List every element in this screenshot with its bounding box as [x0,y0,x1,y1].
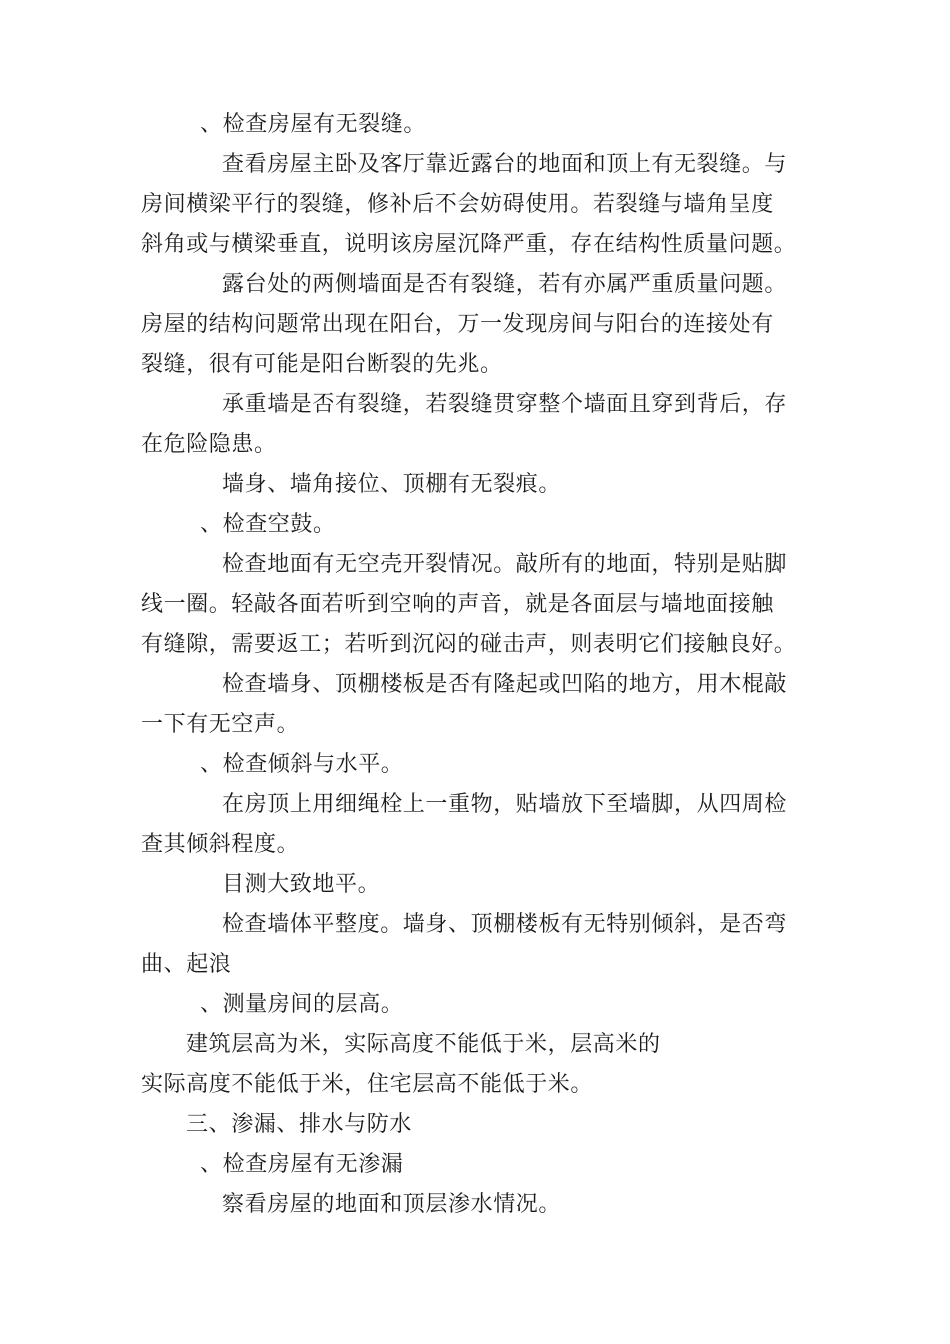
section-heading-hollow: 、检查空鼓。 [200,512,336,537]
section-heading-height: 、测量房间的层高。 [200,992,404,1017]
paragraph-line: 房间横梁平行的裂缝，修补后不会妨碍使用。若裂缝与墙角呈度 [141,192,774,217]
paragraph-line: 承重墙是否有裂缝，若裂缝贯穿整个墙面且穿到背后，存 [222,392,788,417]
chapter-heading-leakage: 三、渗漏、排水与防水 [186,1112,413,1137]
paragraph-line: 检查墙体平整度。墙身、顶棚楼板有无特别倾斜，是否弯 [222,912,788,937]
paragraph-line: 墙身、墙角接位、顶棚有无裂痕。 [222,472,562,497]
section-heading-tilt: 、检查倾斜与水平。 [200,752,404,777]
paragraph-line: 房屋的结构问题常出现在阳台，万一发现房间与阳台的连接处有 [141,312,774,337]
paragraph-line: 一下有无空声。 [141,712,300,737]
paragraph-line: 斜角或与横梁垂直，说明该房屋沉降严重，存在结构性质量问题。 [141,232,797,257]
paragraph-line: 目测大致地平。 [222,872,381,897]
paragraph-line: 有缝隙，需要返工；若听到沉闷的碰击声，则表明它们接触良好。 [141,632,797,657]
paragraph-line: 在房顶上用细绳栓上一重物，贴墙放下至墙脚，从四周检 [222,792,788,817]
paragraph-line: 裂缝，很有可能是阳台断裂的先兆。 [141,352,503,377]
paragraph-line: 曲、起浪 [141,952,232,977]
paragraph-line: 实际高度不能低于米，住宅层高不能低于米。 [141,1072,594,1097]
section-heading-leakage: 、检查房屋有无渗漏 [200,1152,404,1177]
paragraph-line: 建筑层高为米，实际高度不能低于米，层高米的 [186,1032,661,1057]
section-heading-cracks: 、检查房屋有无裂缝。 [200,112,427,137]
paragraph-line: 查看房屋主卧及客厅靠近露台的地面和顶上有无裂缝。与 [222,152,788,177]
paragraph-line: 线一圈。轻敲各面若听到空响的声音，就是各面层与墙地面接触 [141,592,774,617]
paragraph-line: 察看房屋的地面和顶层渗水情况。 [222,1192,562,1217]
paragraph-line: 检查墙身、顶棚楼板是否有隆起或凹陷的地方，用木棍敲 [222,672,788,697]
paragraph-line: 露台处的两侧墙面是否有裂缝，若有亦属严重质量问题。 [222,272,788,297]
paragraph-line: 查其倾斜程度。 [141,832,300,857]
paragraph-line: 检查地面有无空壳开裂情况。敲所有的地面，特别是贴脚 [222,552,788,577]
paragraph-line: 在危险隐患。 [141,432,277,457]
